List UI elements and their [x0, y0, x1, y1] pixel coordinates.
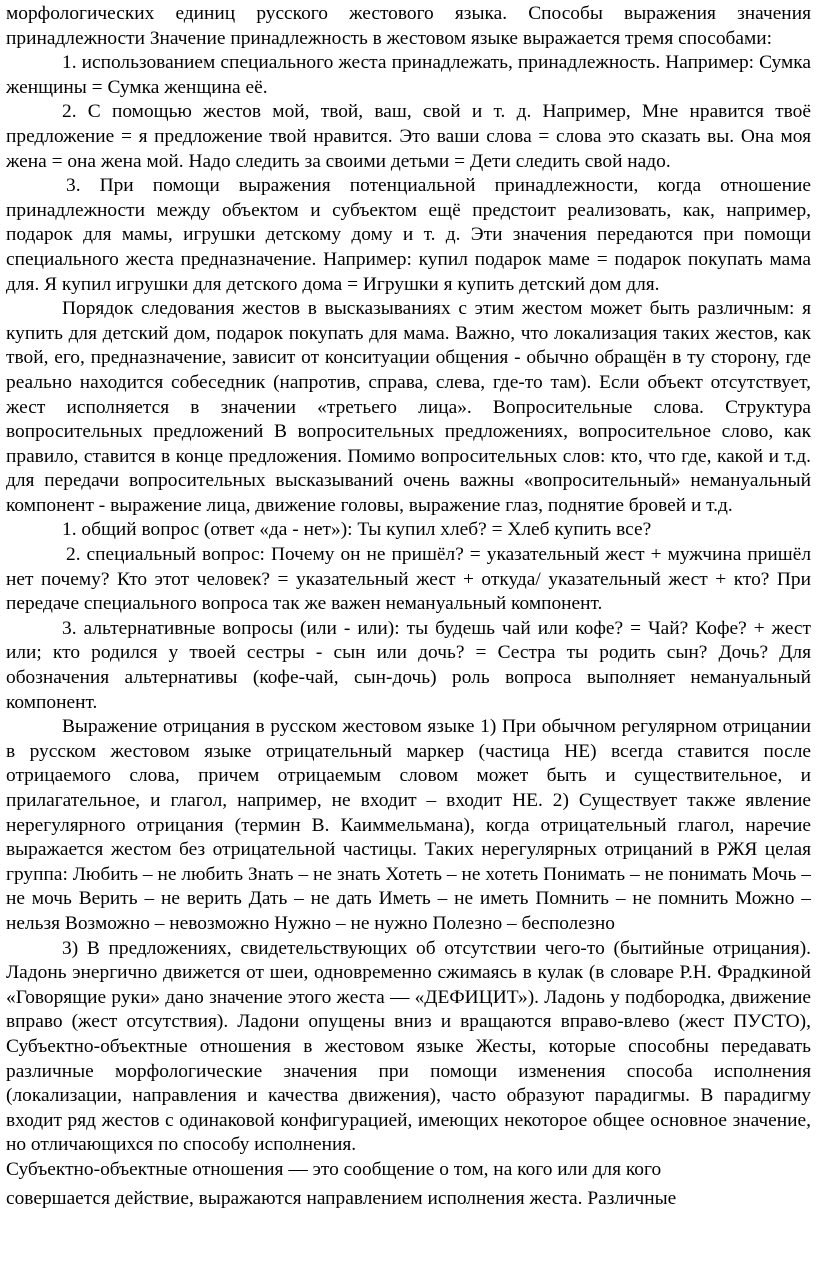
paragraph-intro: морфологических единиц русского жестового языка. Способы выражения значения принадлежности Значение принадлежность в жестовом языке выражается тремя способами:	[6, 3, 811, 49]
paragraph-subject-object-line-2: совершается действие, выражаются направлением исполнения жеста. Различные	[6, 1187, 677, 1209]
paragraph-question-alternative: 3. альтернативные вопросы (или - или): ты будешь чай или кофе? = Чай? Кофе? + жест или; кто родился у твоей сестры - сын или дочь? = Сестра ты родить сын? Дочь? Для обозначения альтернативы (кофе-чай, сын-дочь) роль вопроса выполняет немануальный компонент.	[6, 617, 811, 713]
paragraph-possession-1: 1. использованием специального жеста принадлежать, принадлежность. Например: Сумка женщины = Сумка женщина её.	[6, 52, 811, 98]
paragraph-possession-2: 2. С помощью жестов мой, твой, ваш, свой и т. д. Например, Мне нравится твоё предложение = я предложение твой нравится. Это ваши слова = слова это сказать вы. Она моя жена = она жена мой. Надо следить за своими детьми = Дети следить свой надо.	[6, 101, 811, 172]
paragraph-possession-3: 3. При помощи выражения потенциальной принадлежности, когда отношение принадлежности между объектом и субъектом ещё предстоит реализовать, как, например, подарок для мамы, игрушки детскому дому и т. д. Эти значения передаются при помощи специального жеста предназначение. Например: купил подарок маме = подарок покупать мама для. Я купил игрушки для детского дома = Игрушки я купить детский дом для.	[6, 175, 811, 295]
paragraph-subject-object-line-1: Субъектно-объектные отношения — это сообщение о том, на кого или для кого	[6, 1158, 662, 1180]
paragraph-existential-negation: 3) В предложениях, свидетельствующих об отсутствии чего-то (бытийные отрицания). Ладонь энергично движется от шеи, одновременно сжимаясь в кулак (в словаре Р.Н. Фрадкиной «Говорящие руки» дано значение этого жеста — «ДЕФИЦИТ»). Ладонь у подбородка, движение вправо (жест отсутствия). Ладони опущены вниз и вращаются вправо-влево (жест ПУСТО), Субъектно-объектные отношения в жестовом языке Жесты, которые способны передавать различные морфологические значения при помощи изменения способа исполнения (локализации, направления и качества движения), часто образуют парадигмы. В парадигму входит ряд жестов с одинаковой конфигурацией, имеющих некоторое общее основное значение, но отличающихся по способу исполнения.	[6, 937, 811, 1156]
paragraph-question-general: 1. общий вопрос (ответ «да - нет»): Ты купил хлеб? = Хлеб купить все?	[62, 519, 652, 541]
paragraph-question-special: 2. специальный вопрос: Почему он не пришёл? = указательный жест + мужчина пришёл нет почему? Кто этот человек? = указательный жест + откуда/ указательный жест + кто? При передаче специального вопроса так же важен немануальный компонент.	[6, 544, 811, 615]
paragraph-gesture-order: Порядок следования жестов в высказываниях с этим жестом может быть различным: я купить для детский дом, подарок покупать для мама. Важно, что локализация таких жестов, как твой, его, предназначение, зависит от конситуации общения - обычно обращён в ту сторону, где реально находится собеседник (напротив, справа, слева, где-то там). Если объект отсутствует, жест исполняется в значении «третьего лица». Вопросительные слова. Структура вопросительных предложений В вопросительных предложениях, вопросительное слово, как правило, ставится в конце предложения. Помимо вопросительных слов: кто, что где, какой и т.д. для передачи вопросительных высказываний очень важны «вопросительный» немануальный компонент - выражение лица, движение головы, выражение глаз, поднятие бровей и т.д.	[6, 298, 811, 516]
paragraph-negation: Выражение отрицания в русском жестовом языке 1) При обычном регулярном отрицании в русском жестовом языке отрицательный маркер (частица НЕ) всегда ставится после отрицаемого слова, причем отрицаемым словом может быть и существительное, и прилагательное, и глагол, например, не входит – входит НЕ. 2) Существует также явление нерегулярного отрицания (термин В. Каиммельмана), когда отрицательный глагол, наречие выражается жестом без отрицательной частицы. Таких нерегулярных отрицаний в РЖЯ целая группа: Любить – не любить Знать – не знать Хотеть – не хотеть Понимать – не понимать Мочь – не мочь Верить – не верить Дать – не дать Иметь – не иметь Помнить – не помнить Можно – нельзя Возможно – невозможно Нужно – не нужно Полезно – бесполезно	[6, 716, 811, 934]
